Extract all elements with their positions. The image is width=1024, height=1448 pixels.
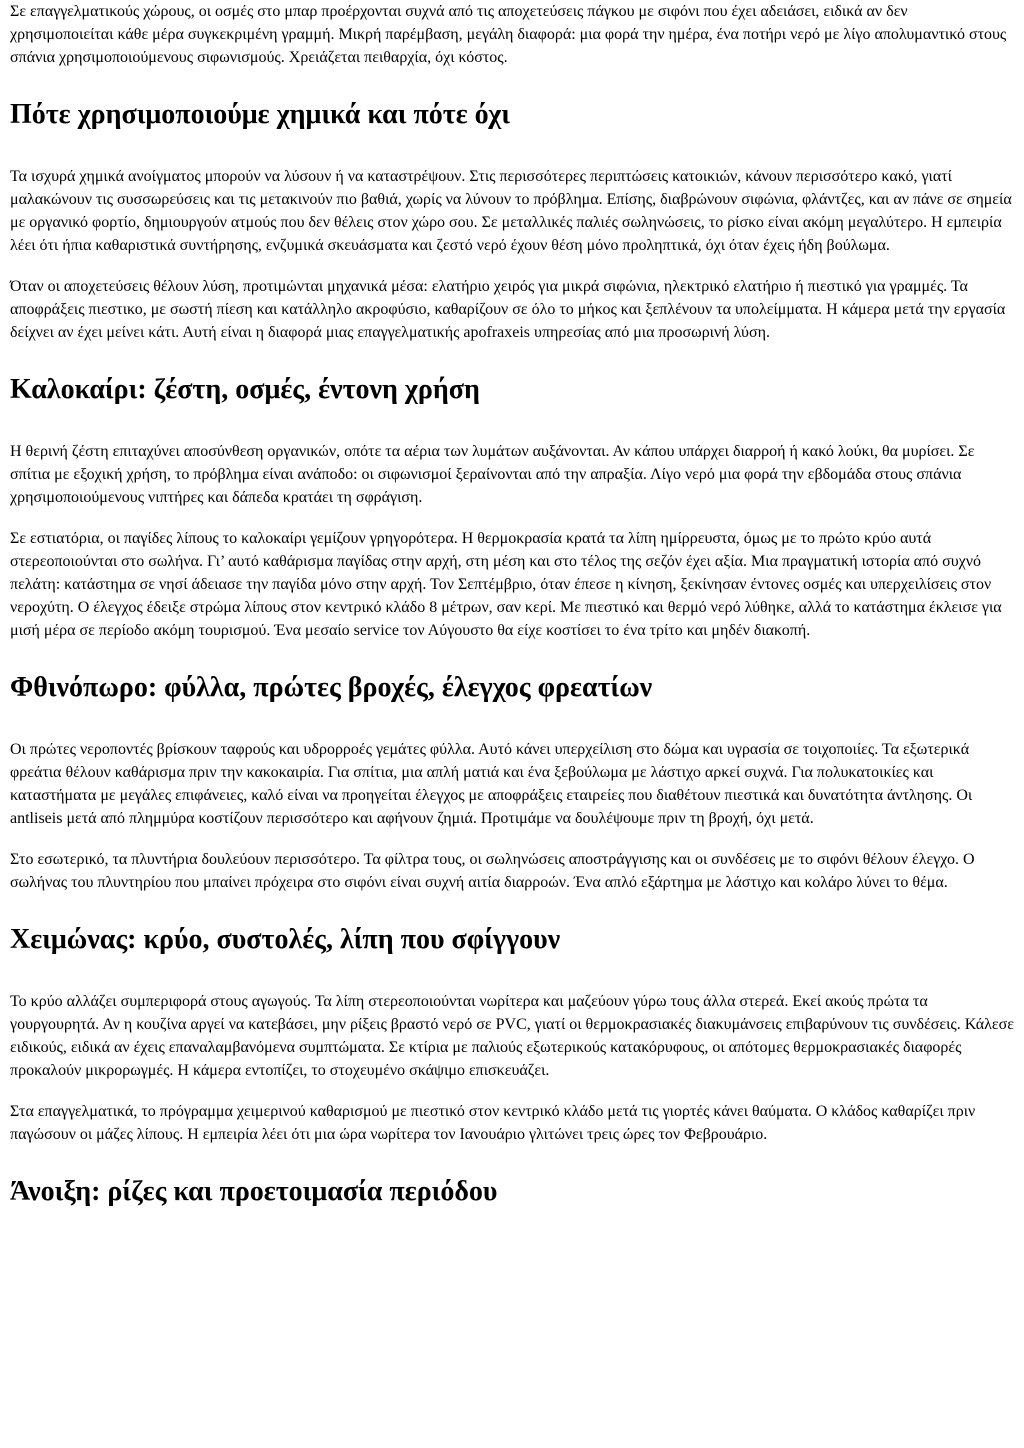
autumn-paragraph-2: Στο εσωτερικό, τα πλυντήρια δουλεύουν περισσότερο. Τα φίλτρα τους, οι σωληνώσεις αποστράγγισης και οι συνδέσεις με το σιφόνι θέλουν έλεγχο. Ο σωλήνας του πλυντηρίου που μπαίνει πρόχειρα στο σιφόνι είναι συχνή αιτία διαρροών. Ένα απλό εξάρτημα με λάστιχο και κολάρο λύνει το θέμα. xyxy=(10,851,975,891)
winter-paragraph-1: Το κρύο αλλάζει συμπεριφορά στους αγωγούς. Τα λίπη στερεοποιούνται νωρίτερα και μαζεύουν γύρω τους άλλα στερεά. Εκεί ακούς πρώτα τα γουργουρητά. Αν η κουζίνα αργεί να κατεβάσει, μην ρίξεις βραστό νερό σε PVC, γιατί οι θερμοκρασιακές διακυμάνσεις επιβαρύνουν τις συνδέσεις. Κάλεσε ειδικούς, ειδικά αν έχεις επαναλαμβανόμενα συμπτώματα. Σε κτίρια με παλιούς εξωτερικούς κατακόρυφους, οι απότομες θερμοκρασιακές διαφορές προκαλούν μικρορωγμές. Η κάμερα εντοπίζει, το στοχευμένο σκάψιμο επισκευάζει. xyxy=(10,993,1014,1079)
section-heading-spring: Άνοιξη: ρίζες και προετοιμασία περιόδου xyxy=(10,1176,498,1207)
winter-paragraph-2: Στα επαγγελματικά, το πρόγραμμα χειμερινού καθαρισμού με πιεστικό στον κεντρικό κλάδο μετά τις γιορτές κάνει θαύματα. Ο κλάδος καθαρίζει πριν παγώσουν οι μάζες λίπους. Η εμπειρία λέει ότι μια ώρα νωρίτερα τον Ιανουάριο γλιτώνει τρεις ώρες τον Φεβρουάριο. xyxy=(10,1103,976,1143)
section-heading-winter: Χειμώνας: κρύο, συστολές, λίπη που σφίγγουν xyxy=(10,924,561,955)
section-heading-autumn: Φθινόπωρο: φύλλα, πρώτες βροχές, έλεγχος φρεατίων xyxy=(10,672,653,703)
chemicals-paragraph-2: Όταν οι αποχετεύσεις θέλουν λύση, προτιμώνται μηχανικά μέσα: ελατήριο χειρός για μικρά σιφώνια, ηλεκτρικό ελατήριο ή πιεστικό για γραμμές. Τα αποφράξεις πιεστικο, με σωστή πίεση και κατάλληλο ακροφύσιο, καθαρίζουν σε όλο το μήκος και ξεπλένουν τα υπολείμματα. Η κάμερα μετά την εργασία δείχνει αν έχει μείνει κάτι. Αυτή είναι η διαφορά μιας επαγγελματικής apofraxeis υπηρεσίας από μια προσωρινή λύση. xyxy=(10,278,1006,341)
section-heading-chemicals: Πότε χρησιμοποιούμε χημικά και πότε όχι xyxy=(10,99,510,130)
summer-paragraph-1: Η θερινή ζέστη επιταχύνει αποσύνθεση οργανικών, οπότε τα αέρια των λυμάτων αυξάνονται. Αν κάπου υπάρχει διαρροή ή κακό λούκι, θα μυρίσει. Σε σπίτια με εξοχική χρήση, το πρόβλημα είναι ανάποδο: οι σιφωνισμοί ξεραίνονται από την απραξία. Λίγο νερό μια φορά την εβδομάδα στους σπάνια χρησιμοποιούμενους νιπτήρες και δάπεδα κρατάει τη σφράγιση. xyxy=(10,443,975,506)
intro-paragraph: Σε επαγγελματικούς χώρους, οι οσμές στο μπαρ προέρχονται συχνά από τις αποχετεύσεις πάγκου με σιφόνι που έχει αδειάσει, ειδικά αν δεν χρησιμοποιείται κάθε μέρα συγκεκριμένη γραμμή. Μικρή παρέμβαση, μεγάλη διαφορά: μια φορά την ημέρα, ένα ποτήρι νερό με λίγο απολυμαντικό στους σπάνια χρησιμοποιούμενους σιφωνισμούς. Χρειάζεται πειθαρχία, όχι κόστος. xyxy=(10,3,1007,66)
section-heading-summer: Καλοκαίρι: ζέστη, οσμές, έντονη χρήση xyxy=(10,374,480,405)
autumn-paragraph-1: Οι πρώτες νεροποντές βρίσκουν ταφρούς και υδρορροές γεμάτες φύλλα. Αυτό κάνει υπερχείλιση στο δώμα και υγρασία σε τοιχοποιίες. Τα εξωτερικά φρεάτια θέλουν καθάρισμα πριν την κακοκαιρία. Για σπίτια, μια απλή ματιά και ένα ξεβούλωμα με λάστιχο αρκεί συχνά. Για πολυκατοικίες και καταστήματα με μεγάλες επιφάνειες, καλό είναι να προηγείται έλεγχος με αποφράξεις εταιρείες που διαθέτουν πιεστικά και δυνατότητα άντλησης. Οι antliseis μετά από πλημμύρα κοστίζουν περισσότερο και αφήνουν ζημιά. Προτιμάμε να δουλέψουμε πριν τη βροχή, όχι μετά. xyxy=(10,741,973,827)
summer-paragraph-2: Σε εστιατόρια, οι παγίδες λίπους το καλοκαίρι γεμίζουν γρηγορότερα. Η θερμοκρασία κρατά τα λίπη ημίρρευστα, όμως με το πρώτο κρύο αυτά στερεοποιούνται στο σωλήνα. Γι’ αυτό καθάρισμα παγίδας στην αρχή, στη μέση και στο τέλος της σεζόν έχει αξία. Μια πραγματική ιστορία από συχνό πελάτη: κατάστημα σε νησί άδειασε την παγίδα μόνο στην αρχή. Τον Σεπτέμβριο, όταν έπεσε η κίνηση, ξεκίνησαν έντονες οσμές και υπερχειλίσεις στον νεροχύτη. Ο έλεγχος έδειξε στρώμα λίπους στον κεντρικό κλάδο 8 μέτρων, σαν κερί. Με πιεστικό και θερμό νερό λύθηκε, αλλά το κατάστημα έκλεισε για μισή μέρα σε περίοδο ακόμη τουρισμού. Ένα μεσαίο service τον Αύγουστο θα είχε κοστίσει το ένα τρίτο και μηδέν διακοπή. xyxy=(10,530,1002,639)
chemicals-paragraph-1: Τα ισχυρά χημικά ανοίγματος μπορούν να λύσουν ή να καταστρέψουν. Στις περισσότερες περιπτώσεις κατοικιών, κάνουν περισσότερο κακό, γιατί μαλακώνουν τις συσσωρεύσεις και τις μετακινούν πιο βαθιά, χωρίς να λύνουν το πρόβλημα. Επίσης, διαβρώνουν σιφώνια, φλάντζες, και αν πάνε σε σημεία με οργανικό φορτίο, δημιουργούν ατμούς που δεν θέλεις στον χώρο σου. Σε μεταλλικές παλιές σωληνώσεις, το ρίσκο είναι ακόμη μεγαλύτερο. Η εμπειρία λέει ότι ήπια καθαριστικά συντήρησης, ενζυμικά σκευάσματα και ζεστό νερό έχουν θέση μόνο προληπτικά, όχι όταν έχεις ήδη βούλωμα. xyxy=(10,168,1012,254)
